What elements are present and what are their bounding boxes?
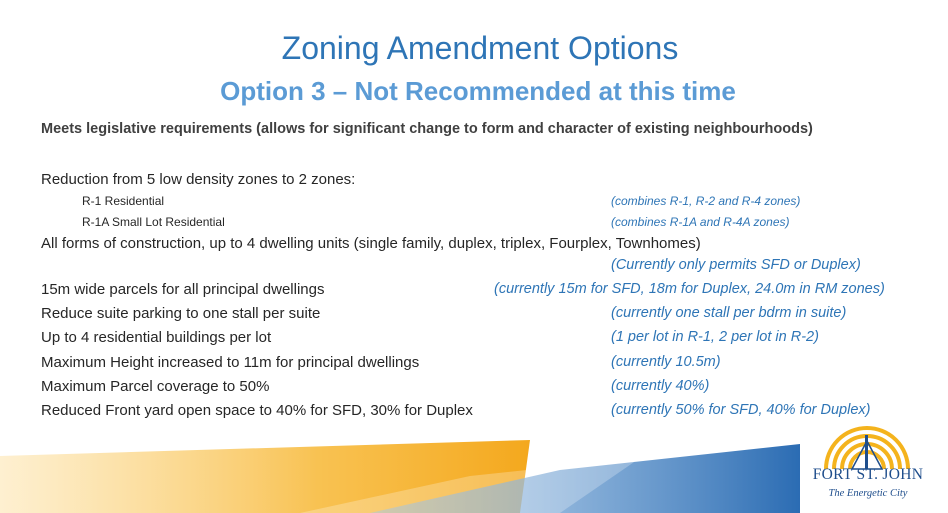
slide-title: Zoning Amendment Options: [281, 30, 679, 66]
reduction-text: Reduction from 5 low density zones to 2 zones:: [41, 171, 356, 188]
item-note-buildings: (1 per lot in R-1, 2 per lot in R-2): [611, 329, 819, 345]
item-note-coverage: (currently 40%): [611, 378, 710, 394]
item-text-front-yard: Reduced Front yard open space to 40% for SFD, 30% for Duplex: [41, 402, 473, 419]
item-text-parcels: 15m wide parcels for all principal dwellings: [41, 281, 325, 298]
item-text-coverage: Maximum Parcel coverage to 50%: [41, 378, 270, 395]
item-text-height: Maximum Height increased to 11m for principal dwellings: [41, 354, 420, 371]
item-note-parcels: (currently 15m for SFD, 18m for Duplex, 24.0m in RM zones): [494, 281, 885, 297]
item-text-parking: Reduce suite parking to one stall per suite: [41, 305, 321, 322]
item-note-front-yard: (currently 50% for SFD, 40% for Duplex): [611, 402, 871, 418]
zone-note-r1: (combines R-1, R-2 and R-4 zones): [611, 194, 801, 208]
zone-label-r1: R-1 Residential: [82, 194, 165, 208]
logo-name: FORT ST. JOHN: [812, 466, 924, 483]
item-note-parking: (currently one stall per bdrm in suite): [611, 305, 847, 321]
zone-note-r1a: (combines R-1A and R-4A zones): [611, 215, 790, 229]
item-note-height: (currently 10.5m): [611, 354, 721, 370]
slide-subtitle: Option 3 – Not Recommended at this time: [220, 76, 736, 106]
zone-label-r1a: R-1A Small Lot Residential: [82, 215, 225, 229]
item-text-buildings: Up to 4 residential buildings per lot: [41, 329, 272, 346]
logo-tagline: The Energetic City: [828, 488, 908, 499]
construction-note: (Currently only permits SFD or Duplex): [611, 257, 861, 273]
intro-text: Meets legislative requirements (allows for significant change to form and character of existing neighbourhoods): [41, 121, 813, 137]
construction-text: All forms of construction, up to 4 dwelling units (single family, duplex, triplex, Fourplex, Townhomes): [41, 235, 701, 252]
